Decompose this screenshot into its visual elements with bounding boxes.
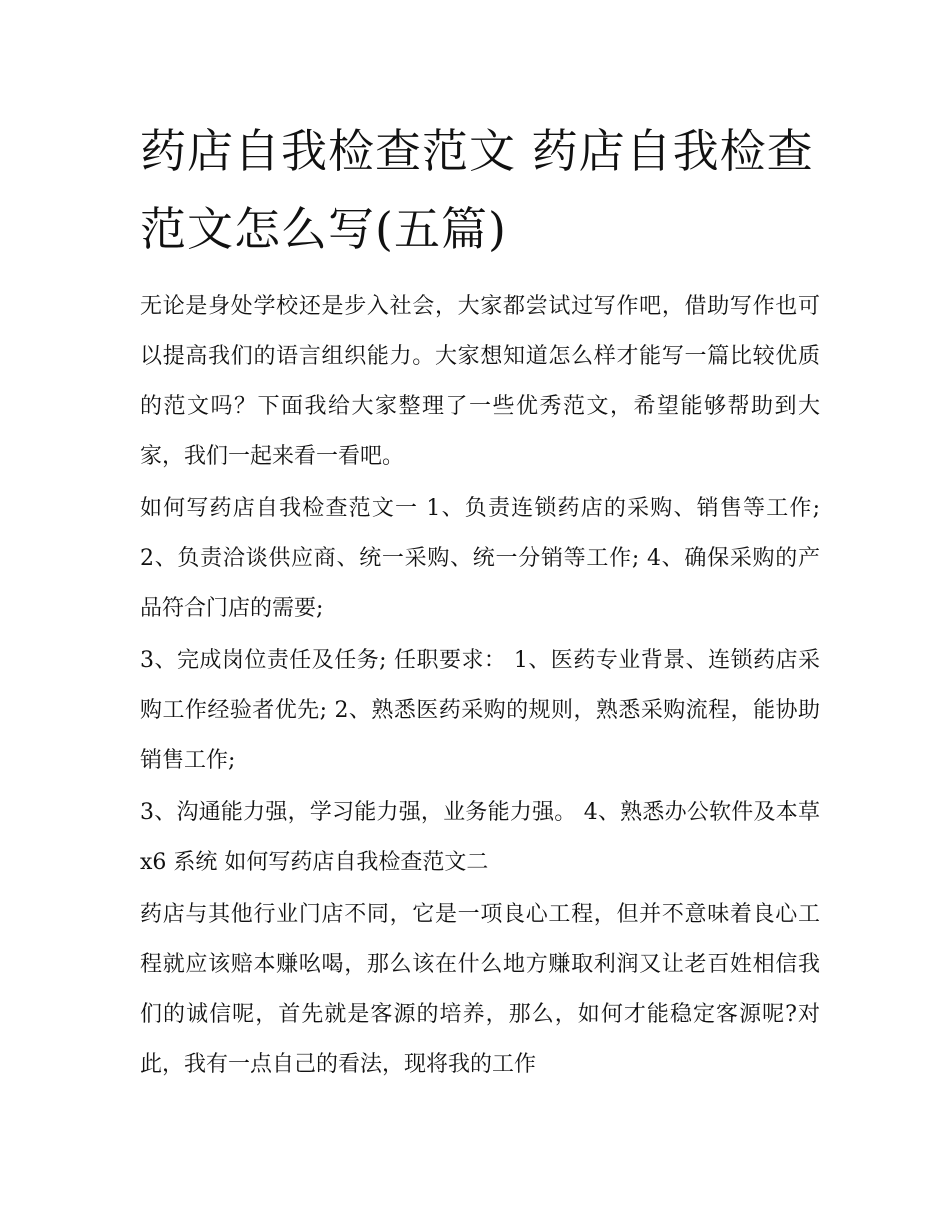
document-title: 药店自我检查范文 药店自我检查范文怎么写(五篇) <box>140 124 814 256</box>
paragraph-requirements: 3、完成岗位责任及任务; 任职要求： 1、医药专业背景、连锁药店采购工作经验者优先; 2、熟悉医药采购的规则，熟悉采购流程，能协助销售工作; <box>140 648 820 773</box>
document-body <box>140 112 820 1090</box>
paragraph-essay-two: 药店与其他行业门店不同，它是一项良心工程，但并不意味着良心工程就应该赔本赚吆喝，那么该在什么地方赚取利润又让老百姓相信我们的诚信呢，首先就是客源的培养，那么，如何才能稳定客源呢?对此，我有一点自己的看法，现将我的工作 <box>140 902 820 1077</box>
paragraph-intro: 无论是身处学校还是步入社会，大家都尝试过写作吧，借助写作也可以提高我们的语言组织能力。大家想知道怎么样才能写一篇比较优质的范文吗？下面我给大家整理了一些优秀范文，希望能够帮助到大家，我们一起来看一看吧。 <box>140 294 820 469</box>
paragraph-duties: 如何写药店自我检查范文一 1、负责连锁药店的采购、销售等工作; 2、负责洽谈供应商、统一采购、统一分销等工作; 4、确保采购的产品符合门店的需要; <box>140 496 820 621</box>
paragraph-skills: 3、沟通能力强，学习能力强，业务能力强。 4、熟悉办公软件及本草 x6 系统 如何写药店自我检查范文二 <box>140 800 820 875</box>
